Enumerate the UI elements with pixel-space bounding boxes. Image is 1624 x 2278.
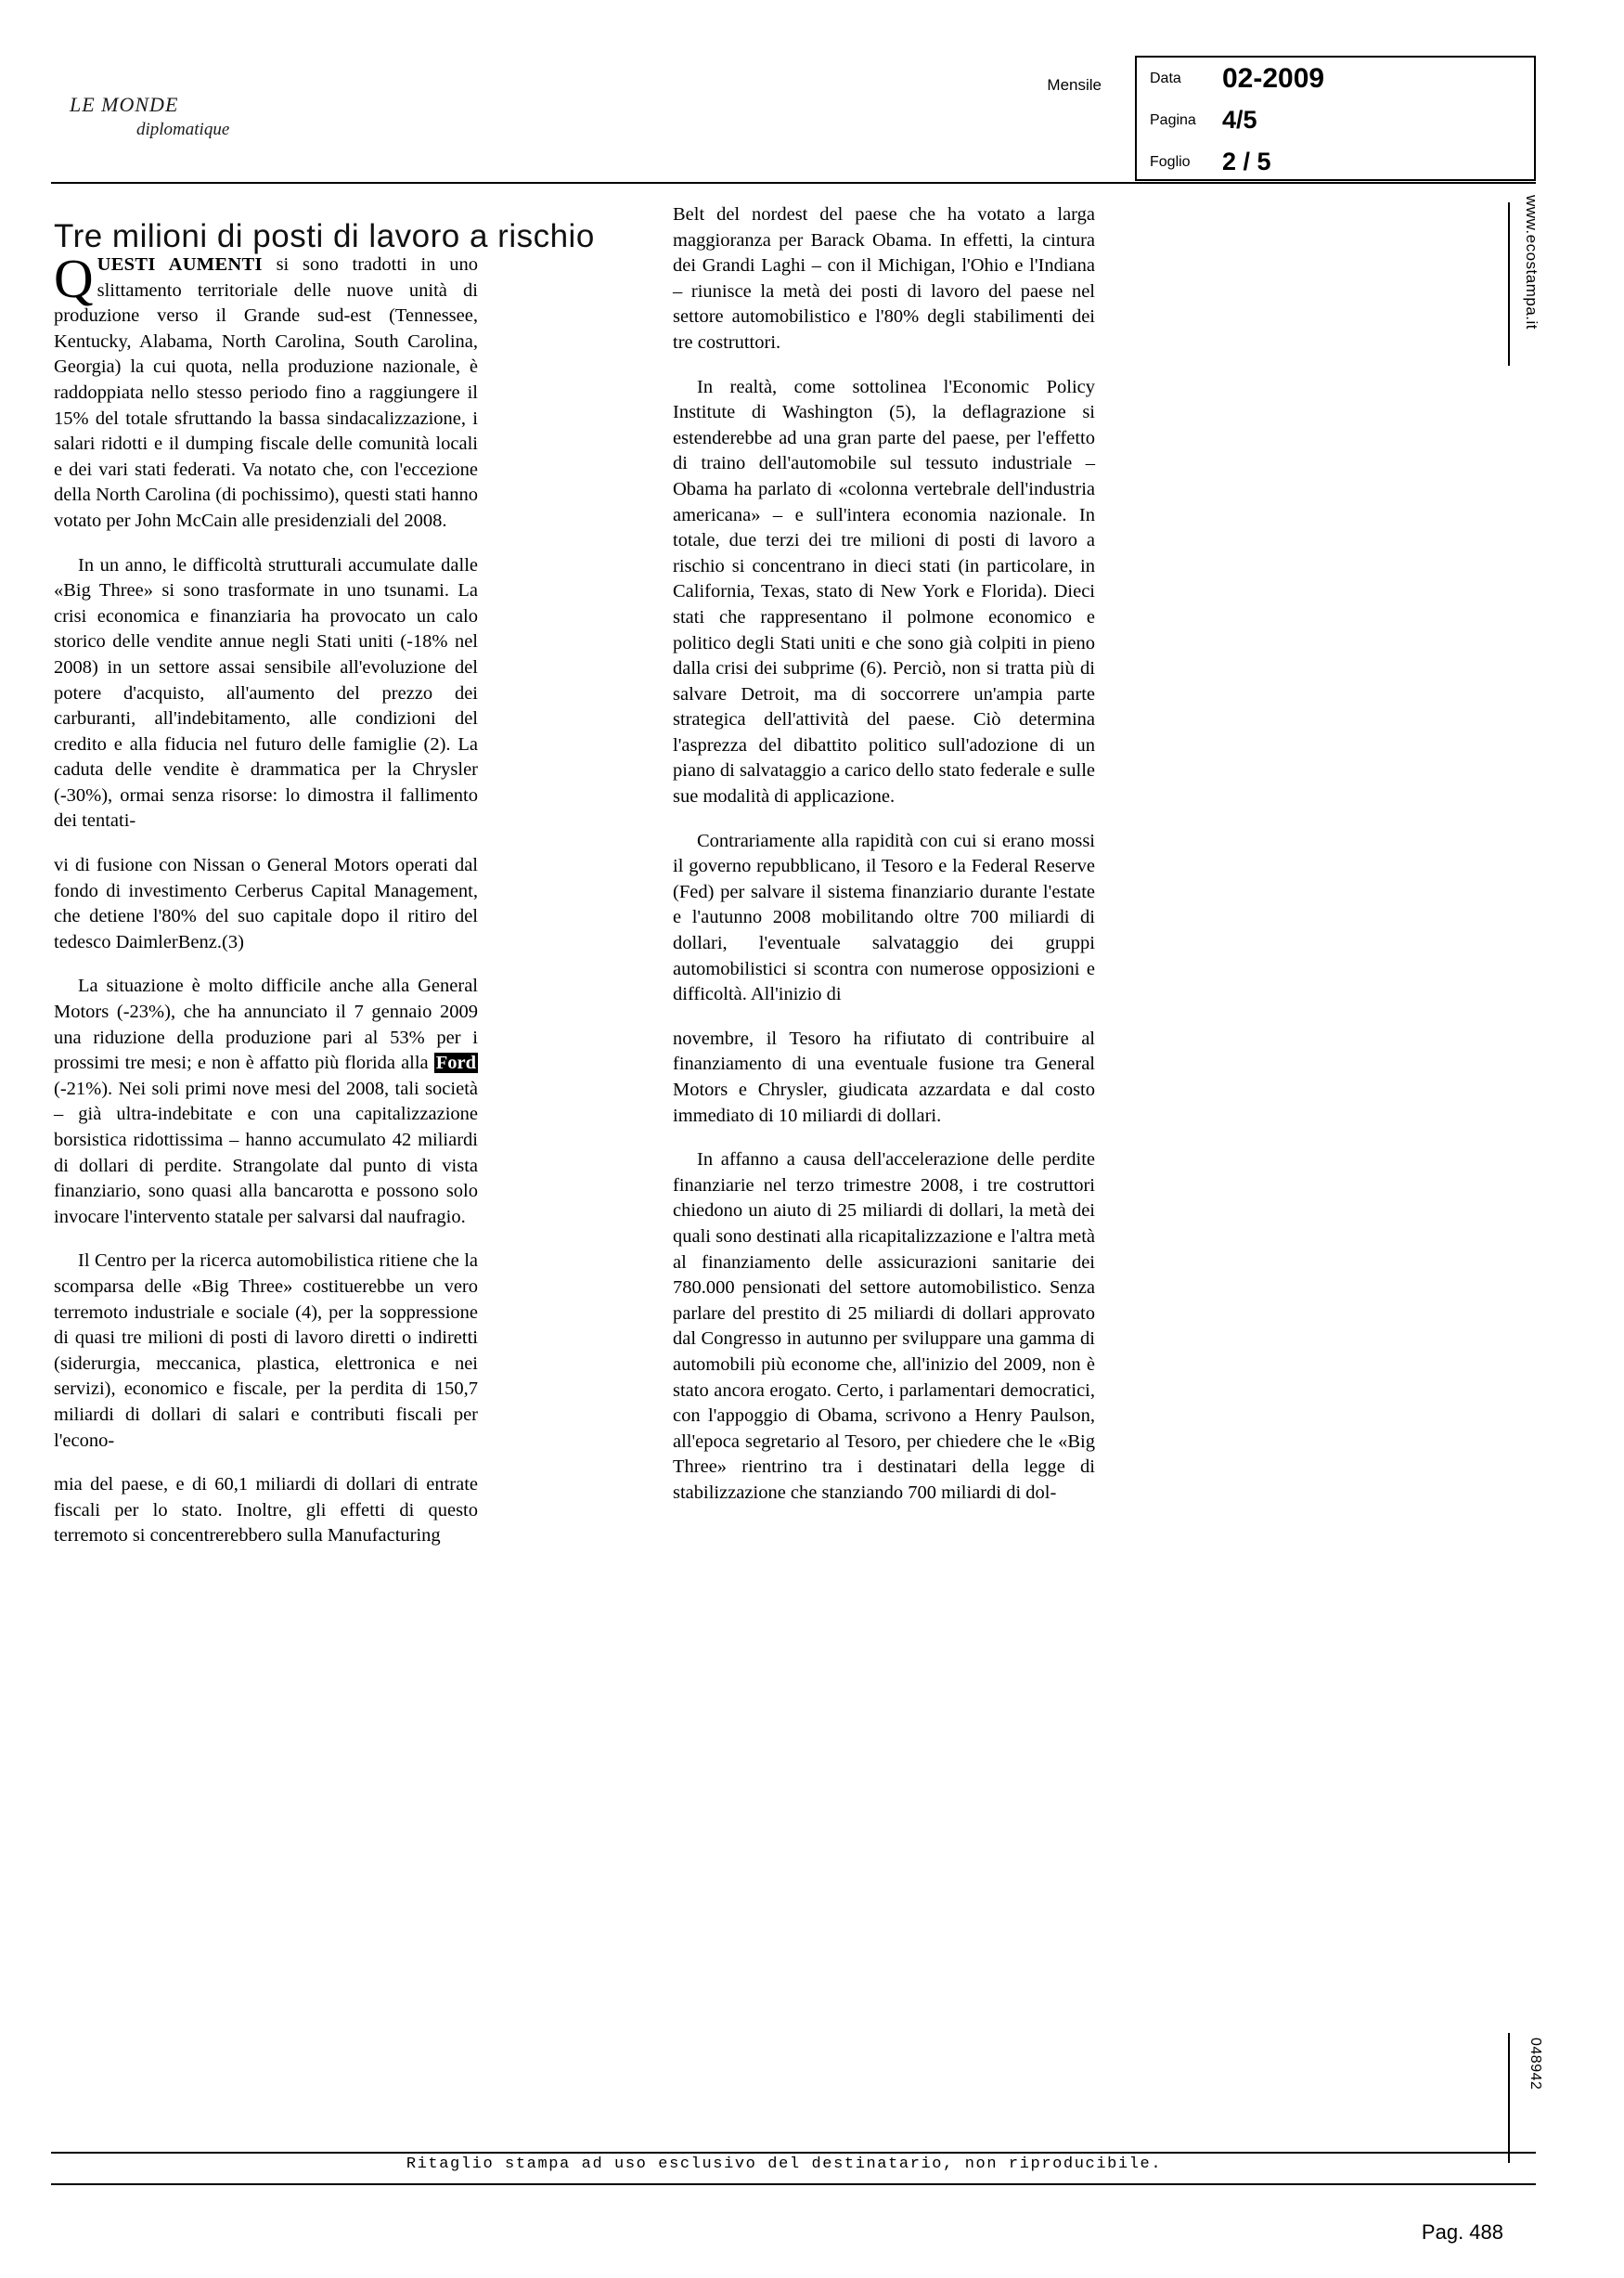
metadata-label-pagina: Pagina [1150, 111, 1196, 128]
paragraph-right-4: novembre, il Tesoro ha rifiutato di contribuire al finanziamento di una eventuale fusione tra General Motors e Chrysler, giudicata azzardata e dal costo immediato di 10 miliardi di dollari. [673, 1028, 1095, 1126]
clipping-code: 048942 [1527, 2038, 1543, 2090]
metadata-row-foglio [1137, 141, 1534, 183]
page-number: Pag. 488 [1421, 2220, 1503, 2244]
paragraph-left-2: In un anno, le difficoltà strutturali accumulate dalle «Big Three» si sono trasformate in uno tsunami. La crisi economica e finanziaria ha provocato un calo storico delle vendite annue negli Stati uniti (-18% nel 2008) in un settore assai sensibile all'evoluzione del potere d'acquisto, all'aumento del prezzo dei carburanti, all'indebitamento, alle condizioni del credito e alla fiducia nel futuro delle famiglie (2). La caduta delle vendite è drammatica per la Chrysler (-30%), ormai senza risorse: lo dimostra il fallimento dei tentati- [54, 554, 478, 832]
paragraph-left-4-before: La situazione è molto difficile anche alla General Motors (-23%), che ha annunciato il 7 gennaio 2009 una riduzione della produzione pari al 53% per i prossimi tre mesi; e non è affatto più florida alla [54, 976, 478, 1074]
paragraph-left-1-text: si sono tradotti in uno slittamento territoriale delle nuove unità di produzione verso il Grande sud-est (Tennessee, Kentucky, Alabama, North Carolina, South Carolina, Georgia) la cui quota, nella produzione nazionale, è raddoppiata nello stesso periodo fino a raggiungere il 15% del totale sfruttando la bassa sindacalizzazione, i salari ridotti e il dumping fiscale delle comunità locali e dei vari stati federati. Va notato che, con l'eccezione della North Carolina (di pochissimo), questi stati hanno votato per John McCain alle presidenziali del 2008. [54, 254, 478, 531]
paragraph-right-2: In realtà, come sottolinea l'Economic Policy Institute di Washington (5), la deflagrazione si estenderebbe ad una gran parte del paese, per l'effetto di traino dell'automobile sul tessuto industriale – Obama ha parlato di «colonna vertebrale dell'industria americana» – e sull'intera economia nazionale. In totale, due terzi dei tre milioni di posti di lavoro a rischio si concentrano in dieci stati (in particolare, in California, Texas, stato di New York e Florida). Dieci stati che rappresentano il polmone economico e politico degli Stati uniti e che sono già colpiti in pieno dalla crisi dei subprime (6). Perciò, non si tratta più di salvare Detroit, ma di soccorrere un'ampia parte strategica dell'attività del paese. Ciò determina l'asprezza del dibattito politico sull'adozione di un piano di salvataggio a carico dello stato federale e sulle sue modalità di applicazione. [673, 376, 1095, 808]
metadata-value-data: 02-2009 [1222, 62, 1325, 94]
lead-in-smallcaps: UESTI AUMENTI [97, 254, 263, 275]
watermark-url: www.ecostampa.it [1523, 195, 1540, 330]
paragraph-left-5: Il Centro per la ricerca automobilistica ritiene che la scomparsa delle «Big Three» costituerebbe un vero terremoto industriale e sociale (4), per la soppressione di quasi tre milioni di posti di lavoro diretti o indiretti (siderurgia, meccanica, plastica, elettronica e nei servizi), economico e fiscale, per la perdita di 150,7 miliardi di dollari di salari e contributi fiscali per l'econo- [54, 1250, 478, 1451]
metadata-row-data [1137, 58, 1534, 99]
highlighted-keyword: Ford [435, 1053, 476, 1074]
header-divider [51, 182, 1536, 184]
metadata-row-pagina [1137, 99, 1534, 141]
paragraph-right-5: In affanno a causa dell'accelerazione delle perdite finanziarie nel terzo trimestre 2008, i tre costruttori chiedono un aiuto di 25 miliardi di dollari, la metà dei quali sono destinati alla ricapitalizzazione e l'altra metà al finanziamento delle assicurazioni sanitarie dei 780.000 pensionati del settore automobilistico. Senza parlare del prestito di 25 miliardi di dollari approvato dal Congresso in autunno per sviluppare una gamma di automobili più econome che, all'inizio del 2009, non è stato ancora erogato. Certo, i parlamentari democratici, con l'appoggio di Obama, scrivono a Henry Paulson, all'epoca segretario al Tesoro, per chiedere che le «Big Three» rientrino tra i destinatari della legge di stabilizzazione che stanziando 700 miliardi di dol- [673, 1149, 1095, 1503]
sidebar-rule-bottom [1508, 2033, 1510, 2163]
footer-divider-top [51, 2152, 1536, 2154]
masthead-line2: diplomatique [136, 120, 230, 139]
paragraph-left-6: mia del paese, e di 60,1 miliardi di dollari di entrate fiscali per lo stato. Inoltre, gli effetti di questo terremoto si concentrerebbero sulla Manufacturing [54, 1474, 478, 1547]
metadata-label-foglio: Foglio [1150, 153, 1191, 170]
masthead-line1: LE MONDE [70, 93, 179, 116]
article-column-left [54, 248, 478, 1568]
paragraph-left-4-after: (-21%). Nei soli primi nove mesi del 2008, tali società – già ultra-indebitate e con una capitalizzazione borsistica ridottissima – hanno accumulato 42 miliardi di dollari di perdite. Strangolate dal punto di vista finanziario, sono quasi alla bancarotta e possono solo invocare l'intervento statale per salvarsi dal naufragio. [54, 1078, 478, 1227]
masthead-logo [70, 93, 459, 140]
paragraph-left-1 [54, 248, 478, 535]
periodicity-label: Mensile [1047, 76, 1102, 94]
drop-cap: Q [54, 248, 94, 309]
metadata-value-foglio: 2 / 5 [1222, 148, 1271, 175]
page-header [51, 56, 1536, 181]
footer-disclaimer: Ritaglio stampa ad uso esclusivo del destinatario, non riproducibile. [406, 2155, 1163, 2173]
paragraph-left-4 [54, 974, 478, 1230]
paragraph-right-3: Contrariamente alla rapidità con cui si erano mossi il governo repubblicano, il Tesoro e la Federal Reserve (Fed) per salvare il sistema finanziario durante l'estate e l'autunno 2008 mobilitando oltre 700 miliardi di dollari, l'eventuale salvataggio dei gruppi automobilistici si scontra con numerose opposizioni e difficoltà. All'inizio di [673, 830, 1095, 1005]
footer-divider-bottom [51, 2183, 1536, 2185]
paragraph-left-3: vi di fusione con Nissan o General Motors operati dal fondo di investimento Cerberus Capital Management, che detiene l'80% del suo capitale dopo il ritiro del tedesco DaimlerBenz.(3) [54, 855, 478, 952]
article-headline: Tre milioni di posti di lavoro a rischio [54, 218, 595, 255]
paragraph-right-1: Belt del nordest del paese che ha votato a larga maggioranza per Barack Obama. In effetti, la cintura dei Grandi Laghi – con il Michigan, l'Ohio e l'Indiana – riunisce la metà dei posti di lavoro del paese nel settore automobilistico e l'80% degli stabilimenti dei tre costruttori. [673, 204, 1095, 353]
metadata-box [1135, 56, 1536, 181]
metadata-label-data: Data [1150, 70, 1181, 86]
article-column-right [673, 202, 1095, 1525]
sidebar-rule-top [1508, 202, 1510, 366]
metadata-value-pagina: 4/5 [1222, 106, 1257, 134]
